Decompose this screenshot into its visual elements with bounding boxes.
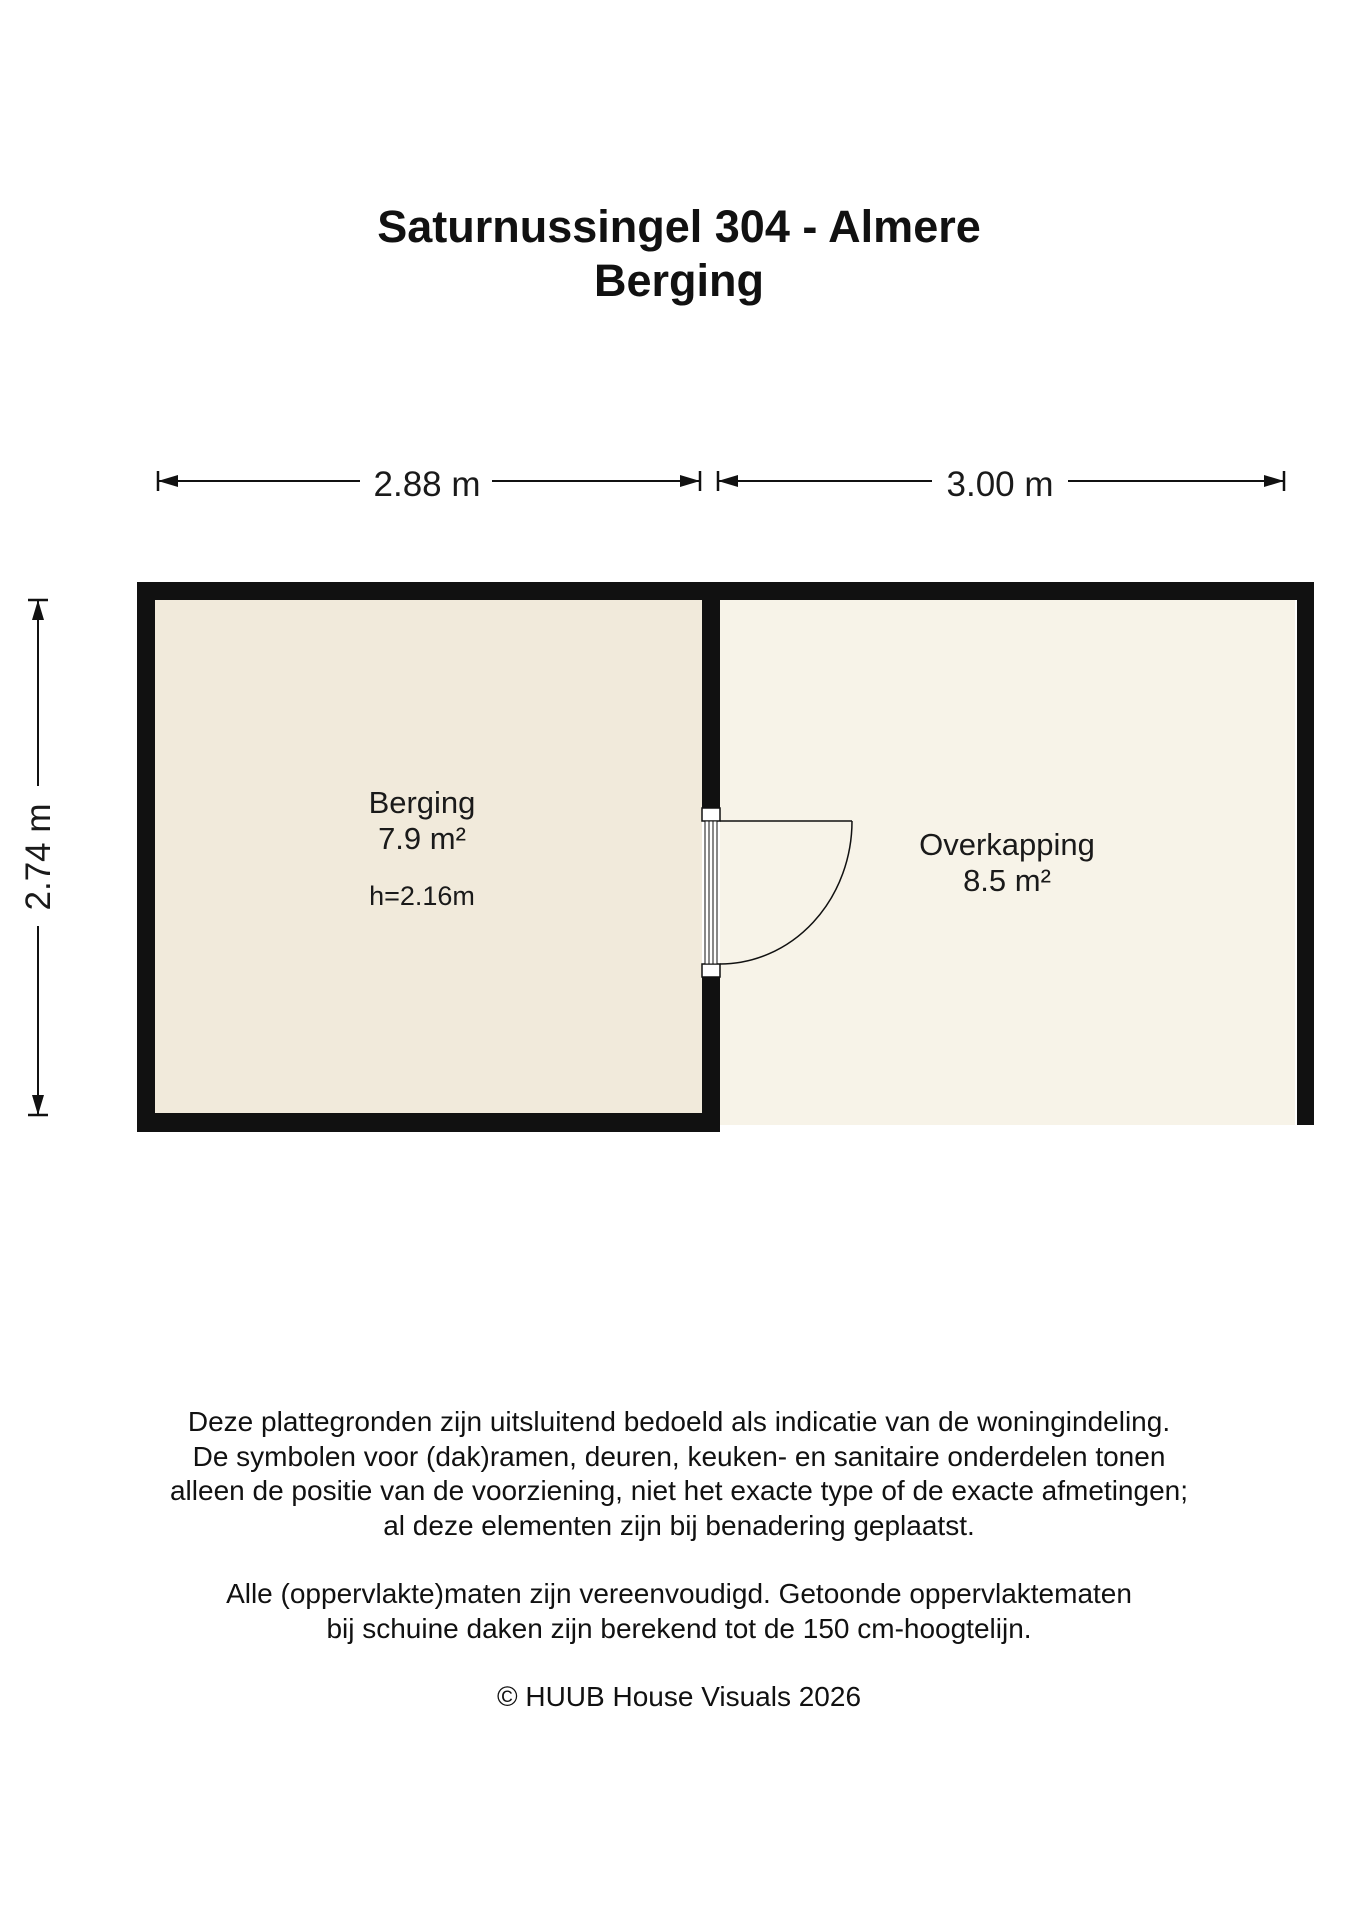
room-overkapping-area: 8.5 m² [963,863,1051,898]
disclaimer [0,1405,1358,1715]
dimension-depth-label: 2.74 m [19,803,58,911]
page-title: Saturnussingel 304 - Almere [377,201,981,252]
disclaimer-paragraph-1 [0,1405,1358,1543]
disclaimer-line: bij schuine daken zijn berekend tot de 150 cm-hoogtelijn. [326,1612,1032,1644]
page-subtitle: Berging [593,255,764,306]
dimension-depth [14,600,62,1115]
room-overkapping-name: Overkapping [919,827,1095,862]
dimension-width-left [158,458,700,504]
disclaimer-line: De symbolen voor (dak)ramen, deuren, keuken- en sanitaire onderdelen tonen [192,1440,1166,1472]
dimension-width-right-label: 3.00 m [946,465,1054,504]
disclaimer-line: Deze plattegronden zijn uitsluitend bedoeld als indicatie van de woningindeling. [187,1406,1171,1437]
room-berging [155,600,702,1113]
disclaimer-line: al deze elementen zijn bij benadering geplaatst. [383,1509,975,1541]
room-berging-name: Berging [368,785,476,820]
room-berging-area: 7.9 m² [378,821,466,856]
dimension-width-left-label: 2.88 m [373,465,481,504]
room-berging-height: h=2.16m [369,881,475,911]
disclaimer-paragraph-2 [0,1577,1358,1646]
disclaimer-line: Alle (oppervlakte)maten zijn vereenvoudigd. Getoonde oppervlaktematen [226,1578,1132,1609]
copyright: © HUUB House Visuals 2026 [496,1681,862,1712]
disclaimer-line: alleen de positie van de voorziening, niet het exacte type of de exacte afmetingen; [169,1475,1188,1506]
dimension-width-right [718,458,1284,504]
